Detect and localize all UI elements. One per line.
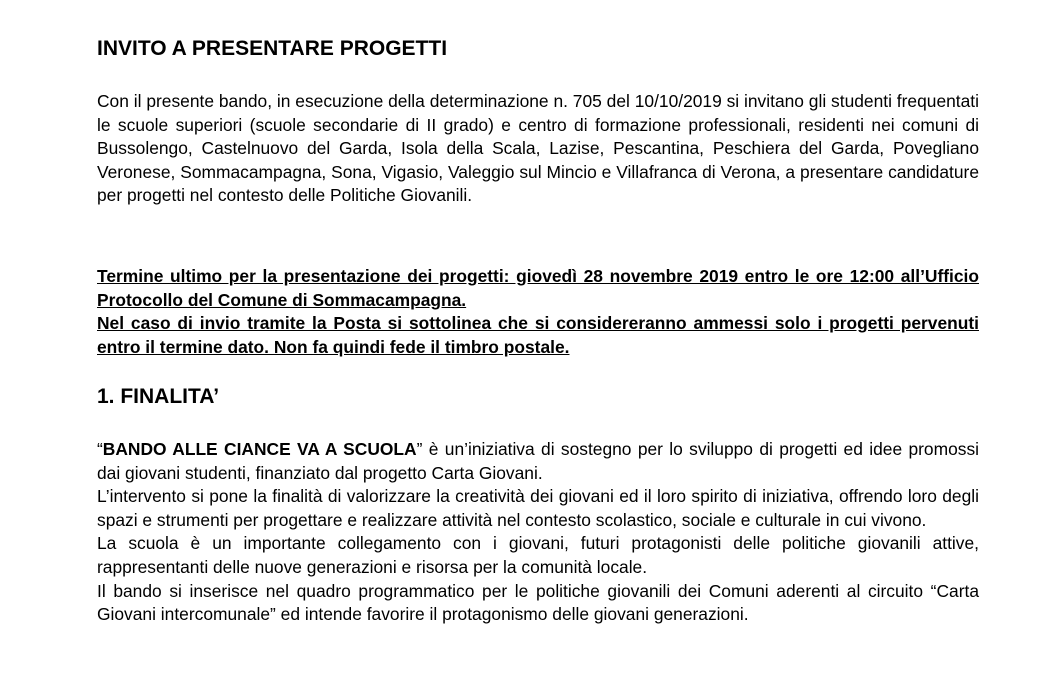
deadline-notice (97, 265, 979, 359)
intro-text: Con il presente bando, in esecuzione della determinazione n. 705 del 10/10/2019 si invitano gli studenti frequentati le scuole superiori (scuole secondarie di II grado) e centro di formazione professionali, residenti nei comuni di Bussolengo, Castelnuovo del Garda, Isola della Scala, Lazise, Pescantina, Peschiera del Garda, Povegliano Veronese, Sommacampagna, Sona, Vigasio, Valeggio sul Mincio e Villafranca di Verona, a presentare candidature per progetti nel contesto delle Politiche Giovanili. (97, 91, 979, 206)
section-1-title: 1. FINALITA’ (97, 385, 220, 408)
cropped-header-text (440, 0, 640, 4)
section-1-paragraph-4: Il bando si inserisce nel quadro programmatico per le politiche giovanili dei Comuni aderenti al circuito “Carta Giovani intercomunale” ed intende favorire il protagonismo delle giovani generazioni. (97, 580, 979, 625)
initiative-name: BANDO ALLE CIANCE VA A SCUOLA (102, 439, 417, 459)
section-1-paragraph-1-rest: ” è un’iniziativa di sostegno per lo sviluppo di progetti ed idee promossi dai giovani studenti, finanziato dal progetto Carta Giovani. (97, 439, 980, 483)
quote-open: “ (97, 439, 103, 459)
document-heading: INVITO A PRESENTARE PROGETTI (97, 37, 448, 60)
section-1-paragraph-1 (97, 438, 979, 485)
intro-paragraph (97, 90, 979, 208)
section-1-paragraph-3: La scuola è un importante collegamento con i giovani, futuri protagonisti delle politiche giovanili attive, rappresentanti delle nuove generazioni e risorsa per la comunità locale. (97, 533, 979, 577)
postal-notice-text: Nel caso di invio tramite la Posta si sottolinea che si considereranno ammessi solo i progetti pervenuti entro il termine dato. Non fa quindi fede il timbro postale. (97, 313, 979, 357)
section-1-body (97, 438, 979, 627)
section-1-paragraph-2: L’intervento si pone la finalità di valorizzare la creatività dei giovani ed il loro spirito di iniziativa, offrendo loro degli spazi e strumenti per progettare e realizzare attività nel contesto scolastico, sociale e culturale in cui vivono. (97, 486, 979, 530)
deadline-text: Termine ultimo per la presentazione dei progetti: giovedì 28 novembre 2019 entro le ore 12:00 all’Ufficio Protocollo del Comune di Sommacampagna. (97, 266, 979, 310)
